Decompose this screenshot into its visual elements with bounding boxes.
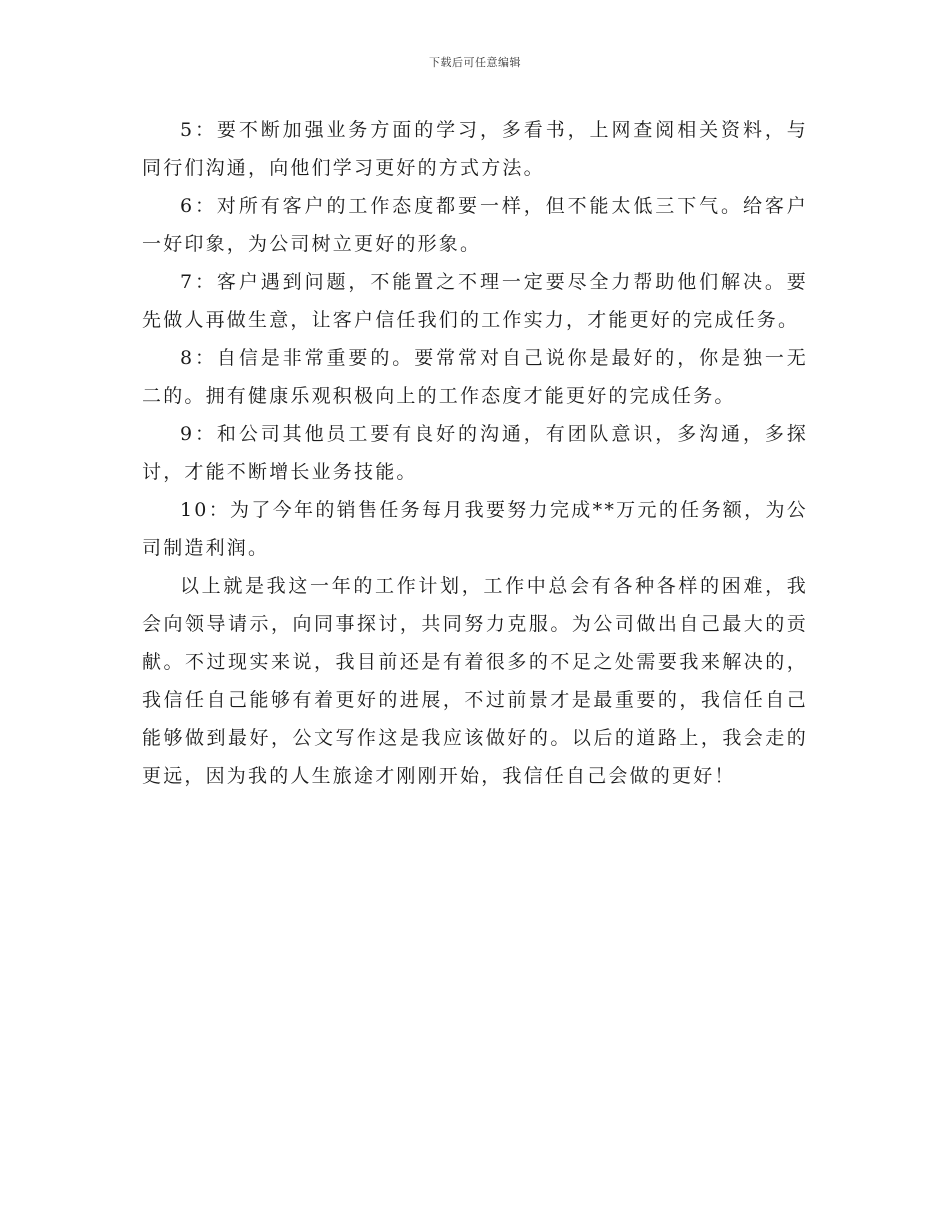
- paragraph-item-7: 7：客户遇到问题，不能置之不理一定要尽全力帮助他们解决。要先做人再做生意，让客户信任我们的工作实力，才能更好的完成任务。: [142, 271, 808, 331]
- paragraph-item-8: 8：自信是非常重要的。要常常对自己说你是最好的，你是独一无二的。拥有健康乐观积极向上的工作态度才能更好的完成任务。: [142, 347, 808, 407]
- paragraph-item-5: 5：要不断加强业务方面的学习，多看书，上网查阅相关资料，与同行们沟通，向他们学习更好的方式方法。: [142, 119, 808, 179]
- paragraph-item-6: 6：对所有客户的工作态度都要一样，但不能太低三下气。给客户一好印象，为公司树立更好的形象。: [142, 195, 808, 255]
- paragraph-summary: 以上就是我这一年的工作计划，工作中总会有各种各样的困难，我会向领导请示，向同事探讨，共同努力克服。为公司做出自己最大的贡献。不过现实来说，我目前还是有着很多的不足之处需要我来解决的，我信任自己能够有着更好的进展，不过前景才是最重要的，我信任自己能够做到最好，公文写作这是我应该做好的。以后的道路上，我会走的更远，因为我的人生旅途才刚刚开始，我信任自己会做的更好！: [142, 575, 808, 787]
- page-header: 下载后可任意编辑: [429, 56, 521, 69]
- document-body: [142, 111, 808, 795]
- paragraph-item-10: 10：为了今年的销售任务每月我要努力完成**万元的任务额，为公司制造利润。: [142, 499, 808, 559]
- paragraph-item-9: 9：和公司其他员工要有良好的沟通，有团队意识，多沟通，多探讨，才能不断增长业务技能。: [142, 423, 808, 483]
